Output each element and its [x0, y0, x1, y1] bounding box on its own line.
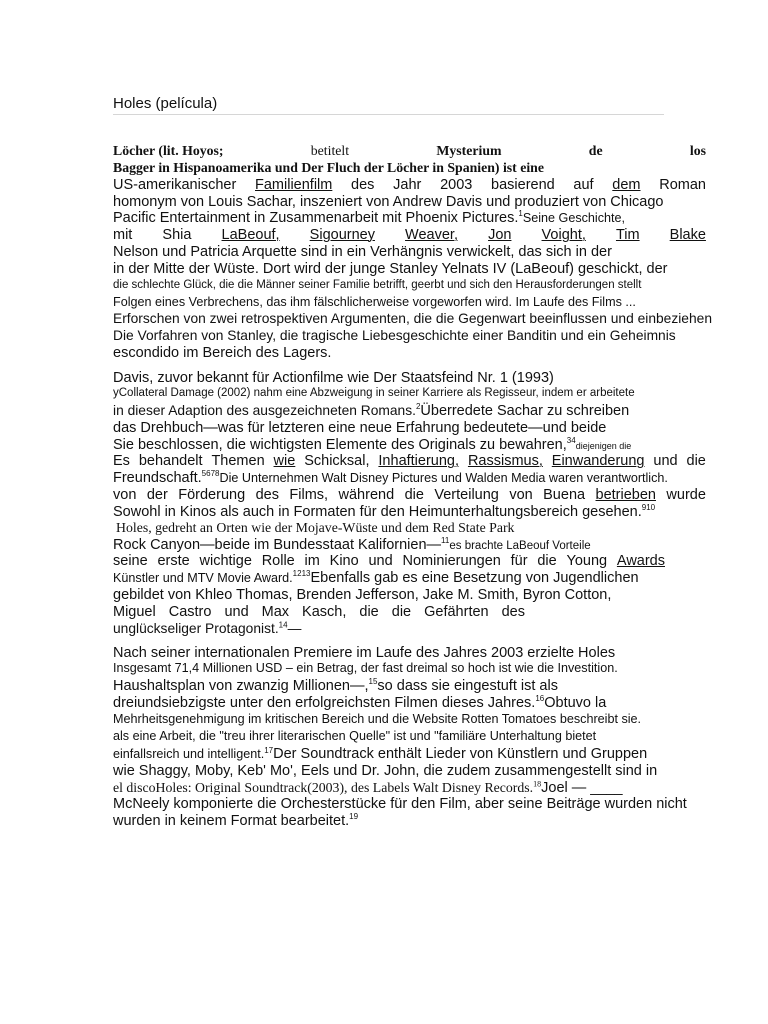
paragraph-line — [113, 537, 591, 553]
footnote-ref[interactable]: 15 — [368, 677, 378, 687]
link-labeouf[interactable]: LaBeouf, — [221, 227, 280, 243]
word: mit — [113, 227, 133, 243]
text: Pacific Entertainment in Zusammenarbeit mit Phoenix Pictures. — [113, 210, 519, 226]
footnote-ref[interactable]: 18 — [533, 779, 542, 789]
paragraph-line: homonym von Louis Sachar, inszeniert von Andrew Davis und produziert von Chicago — [113, 194, 664, 210]
link-einwanderung[interactable]: Einwanderung — [551, 453, 645, 469]
text: Ebenfalls gab es eine Besetzung von Jugendlichen — [310, 570, 639, 586]
paragraph-line: Folgen eines Verbrechens, das ihm fälschlicherweise vorgeworfen wird. Im Laufe des Films ... — [113, 295, 636, 309]
word: wurde — [666, 487, 706, 503]
text: Seine Geschichte, — [522, 211, 626, 225]
paragraph-line: als eine Arbeit, die "treu ihrer literarischen Quelle" ist und "familiäre Unterhaltung bietet — [113, 729, 597, 743]
paragraph-line — [113, 678, 558, 694]
link-blake[interactable]: Blake — [669, 227, 706, 243]
text: Künstler und MTV Movie Award. — [113, 571, 293, 585]
paragraph-line: Davis, zuvor bekannt für Actionfilme wie Der Staatsfeind Nr. 1 (1993) — [113, 370, 554, 386]
word: Es — [113, 453, 130, 469]
text: so dass sie eingestuft ist als — [377, 678, 558, 694]
word: dem — [612, 177, 641, 193]
paragraph-line — [113, 143, 706, 159]
word: während — [338, 487, 395, 503]
word: betitelt — [310, 143, 350, 158]
paragraph-line — [113, 813, 358, 829]
paragraph-line — [113, 504, 655, 520]
footnote-ref[interactable]: 1 — [518, 209, 523, 219]
word: Rolle — [261, 553, 295, 569]
word: behandelt — [138, 453, 203, 469]
link-jon[interactable]: Jon — [488, 227, 512, 243]
word: Mysterium — [436, 143, 502, 158]
text: el discoHoles: Original Soundtrack(2003), des Labels Walt Disney Records. — [113, 780, 534, 795]
word: Löcher (lit. Hoyos; — [113, 143, 224, 158]
link-rassismus[interactable]: Rassismus, — [467, 453, 543, 469]
link-tim[interactable]: Tim — [615, 227, 640, 243]
text: Sie beschlossen, die wichtigsten Elemente des Originals zu bewahren, — [113, 437, 567, 453]
paragraph-line: gebildet von Khleo Thomas, Brenden Jefferson, Jake M. Smith, Byron Cotton, — [113, 587, 612, 603]
paragraph-line — [113, 210, 625, 226]
text: unglückseliger Protagonist. — [113, 621, 279, 636]
word: Buena — [543, 487, 586, 503]
text: Joel — ____ — [541, 780, 623, 796]
word: Young — [566, 553, 608, 569]
paragraph-line — [113, 403, 629, 419]
link-weaver[interactable]: Weaver, — [405, 227, 458, 243]
paragraph-line — [113, 177, 706, 193]
paragraph-line — [113, 695, 606, 711]
word: Roman — [659, 177, 706, 193]
word: Schicksal, — [304, 453, 370, 469]
text: einfallsreich und intelligent. — [113, 747, 265, 761]
word: Kino — [329, 553, 359, 569]
paragraph-line: Bagger in Hispanoamerika und Der Fluch der Löcher in Spanien) ist eine — [113, 160, 544, 175]
paragraph-line: yCollateral Damage (2002) nahm eine Abzweigung in seiner Karriere als Regisseur, indem er arbeitete — [113, 387, 635, 399]
footnote-ref[interactable]: 5678 — [201, 469, 220, 479]
word: und — [653, 453, 678, 469]
word: im — [304, 553, 320, 569]
word: und — [224, 604, 249, 620]
footnote-ref[interactable]: 17 — [264, 745, 274, 755]
footnote-ref[interactable]: 34 — [566, 436, 576, 446]
paragraph-line — [113, 227, 706, 243]
footnote-ref[interactable]: 1213 — [292, 569, 311, 579]
word: Max — [261, 604, 290, 620]
page-title: Holes (película) — [113, 95, 664, 115]
paragraph-line: escondido im Bereich des Lagers. — [113, 345, 332, 361]
word: basierend — [491, 177, 555, 193]
text: dreiundsiebzigste unter den erfolgreichsten Filmen dieses Jahres. — [113, 695, 536, 711]
word: Nominierungen — [402, 553, 501, 569]
word: und — [368, 553, 393, 569]
word: wie — [273, 453, 296, 469]
text: es brachte LaBeouf Vorteile — [449, 540, 591, 552]
word: der — [146, 487, 168, 503]
text: Der Soundtrack enthält Lieder von Künstlern und Gruppen — [273, 746, 648, 762]
paragraph-line: Holes, gedreht an Orten wie der Mojave-Wüste und dem Red State Park — [116, 520, 515, 535]
word: die — [391, 604, 412, 620]
word: die — [359, 604, 379, 620]
word: des — [351, 177, 375, 193]
paragraph-line: Nach seiner internationalen Premiere im Laufe des Jahres 2003 erzielte Holes — [113, 645, 616, 661]
word: des — [501, 604, 525, 620]
word: wichtige — [199, 553, 252, 569]
text: Haushaltsplan von zwanzig Millionen—, — [113, 678, 369, 694]
word: US-amerikanischer — [113, 177, 237, 193]
paragraph-line: das Drehbuch—was für letzteren eine neue Erfahrung bedeutete—und beide — [113, 420, 607, 436]
link-voight[interactable]: Voight, — [541, 227, 586, 243]
footnote-ref[interactable]: 19 — [349, 812, 359, 822]
word: erste — [157, 553, 190, 569]
paragraph-line — [113, 604, 525, 620]
text: Die Unternehmen Walt Disney Pictures und Walden Media waren verantwortlich. — [219, 471, 668, 485]
paragraph-line — [113, 470, 668, 486]
text: Obtuvo la — [544, 695, 607, 711]
text: — — [287, 621, 302, 636]
word: Miguel — [113, 604, 156, 620]
paragraph-line: wie Shaggy, Moby, Keb' Mo', Eels und Dr. John, die zudem zusammengestellt sind in — [113, 763, 658, 779]
paragraph-line — [113, 437, 631, 453]
paragraph-line — [113, 487, 706, 503]
paragraph-line: McNeely komponierte die Orchesterstücke für den Film, aber seine Beiträge wurden nicht — [113, 796, 687, 812]
word: Castro — [168, 604, 212, 620]
word: de — [588, 143, 603, 158]
link-inhaftierung[interactable]: Inhaftierung, — [378, 453, 460, 469]
footnote-ref[interactable]: 11 — [441, 536, 450, 546]
paragraph-line: Erforschen von zwei retrospektiven Argumenten, die die Gegenwart beeinflussen und einbeziehen — [113, 311, 712, 326]
paragraph-line: Mehrheitsgenehmigung im kritischen Bereich und die Website Rotten Tomatoes beschreibt sie. — [113, 712, 642, 726]
word: des — [255, 487, 279, 503]
footnote-ref[interactable]: 14 — [278, 620, 288, 630]
word: Verteilung — [434, 487, 499, 503]
word: Gefährten — [424, 604, 489, 620]
paragraph-line: in der Mitte der Wüste. Dort wird der junge Stanley Yelnats IV (LaBeouf) geschickt, der — [113, 261, 668, 277]
word: Kasch, — [302, 604, 347, 620]
word: los — [689, 143, 706, 158]
word: auf — [573, 177, 594, 193]
word: die — [686, 453, 706, 469]
footnote-ref[interactable]: 16 — [535, 694, 545, 704]
word: Themen — [211, 453, 265, 469]
word: 2003 — [440, 177, 473, 193]
text: Rock Canyon—beide im Bundesstaat Kalifornien— — [113, 537, 442, 553]
word: die — [537, 553, 557, 569]
link-familienfilm[interactable]: Familienfilm — [255, 177, 333, 193]
text: Sowohl in Kinos als auch in Formaten für den Heimunterhaltungsbereich gesehen. — [113, 504, 642, 520]
text: diejenigen die — [575, 441, 632, 451]
paragraph-line — [113, 621, 301, 636]
word: Shia — [162, 227, 192, 243]
text: wurden in keinem Format bearbeitet. — [113, 813, 350, 829]
word: Förderung — [178, 487, 246, 503]
paragraph-line: Insgesamt 71,4 Millionen USD – ein Betrag, der fast dreimal so hoch ist wie die Investition. — [113, 661, 618, 675]
paragraph-line: Nelson und Patricia Arquette sind in ein Verhängnis verwickelt, das sich in der — [113, 244, 612, 260]
word: Jahr — [393, 177, 422, 193]
word: Films, — [289, 487, 329, 503]
paragraph-line: Die Vorfahren von Stanley, die tragische Liebesgeschichte einer Banditin und ein Geheimnis — [113, 328, 676, 343]
text: Überredete Sachar zu schreiben — [420, 403, 630, 419]
word: für — [510, 553, 528, 569]
word: seine — [113, 553, 148, 569]
word: von — [113, 487, 137, 503]
footnote-ref[interactable]: 910 — [641, 503, 656, 513]
link-awards[interactable]: Awards — [616, 553, 665, 569]
paragraph-line: die schlechte Glück, die die Männer seiner Familie betrifft, geerbt und sich den Herausforderungen stellt — [113, 279, 642, 291]
footnote-ref[interactable]: 2 — [415, 402, 421, 412]
paragraph-line — [113, 570, 639, 586]
paragraph-line — [113, 453, 706, 469]
text: in dieser Adaption des ausgezeichneten Romans. — [113, 403, 416, 418]
word: die — [404, 487, 424, 503]
paragraph-line — [113, 553, 665, 569]
paragraph-line — [113, 780, 623, 796]
link-sigourney[interactable]: Sigourney — [309, 227, 375, 243]
word: von — [509, 487, 533, 503]
paragraph-line — [113, 746, 647, 762]
word: betrieben — [595, 487, 656, 503]
text: Freundschaft. — [113, 470, 202, 486]
